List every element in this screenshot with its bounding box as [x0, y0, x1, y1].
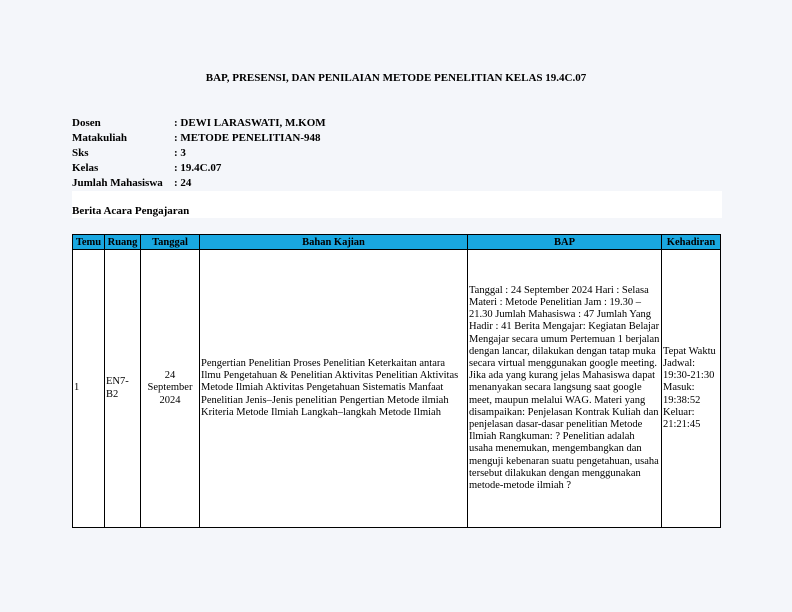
header-bahan-kajian: Bahan Kajian [200, 235, 468, 250]
cell-kehadiran: Tepat Waktu Jadwal: 19:30-21:30 Masuk: 19:38:52 Keluar: 21:21:45 [662, 250, 721, 528]
table-row [73, 250, 721, 528]
info-label: Kelas [72, 162, 99, 174]
info-value: : 3 [174, 146, 186, 161]
header-ruang: Ruang [105, 235, 141, 250]
info-value: : METODE PENELITIAN-948 [174, 131, 321, 146]
cell-ruang: EN7-B2 [105, 250, 141, 528]
course-info [72, 116, 326, 191]
cell-bap: Tanggal : 24 September 2024 Hari : Selasa Materi : Metode Penelitian Jam : 19.30 – 21.30 Jumlah Mahasiswa : 47 Jumlah Yang Hadir : 41 Berita Mengajar: Kegiatan Belajar Mengajar secara umum Pertemuan 1 berjalan dengan lancar, dilakukan dengan tatap muka secara virtual menggunakan google meeting. Jika ada yang kurang jelas Mahasiswa dapat menanyakan secara langsung saat google meet, maupun melalui WAG. Materi yang disampaikan: Penjelasan Kontrak Kuliah dan penjelasan dasar-dasar penelitian Metode Ilmiah Rangkuman: ? Penelitian adalah usaha menemukan, mengembangkan dan menguji kebenaran suatu pengetahuan, usaha tersebut dilakukan dengan menggunakan metode-metode ilmiah ? [468, 250, 662, 528]
cell-temu: 1 [73, 250, 105, 528]
info-value: : DEWI LARASWATI, M.KOM [174, 116, 326, 131]
info-label: Dosen [72, 117, 101, 129]
info-label: Jumlah Mahasiswa [72, 177, 163, 189]
cell-bahan-kajian: Pengertian Penelitian Proses Penelitian Keterkaitan antara Ilmu Pengetahuan & Penelitian Aktivitas Penelitian Aktivitas Metode Ilmiah Aktivitas Pengetahuan Sistematis Manfaat Penelitian Jenis–Jenis penelitian Pengertian Metode ilmiah Kriteria Metode Ilmiah Langkah–langkah Metode Ilmiah [200, 250, 468, 528]
info-row-sks [72, 146, 326, 161]
table-header-row [73, 235, 721, 250]
info-value: : 19.4C.07 [174, 161, 221, 176]
info-label: Matakuliah [72, 132, 128, 144]
header-bap: BAP [468, 235, 662, 250]
document-title: BAP, PRESENSI, DAN PENILAIAN METODE PENELITIAN KELAS 19.4C.07 [205, 72, 587, 84]
header-temu: Temu [73, 235, 105, 250]
cell-tanggal: 24 September 2024 [141, 250, 200, 528]
bap-table [72, 234, 721, 528]
section-title: Berita Acara Pengajaran [72, 205, 190, 217]
info-value: : 24 [174, 176, 191, 191]
info-label: Sks [72, 147, 89, 159]
info-row-kelas [72, 161, 326, 176]
header-tanggal: Tanggal [141, 235, 200, 250]
info-row-jumlah-mahasiswa [72, 176, 326, 191]
header-kehadiran: Kehadiran [662, 235, 721, 250]
info-row-matakuliah [72, 131, 326, 146]
info-row-dosen [72, 116, 326, 131]
